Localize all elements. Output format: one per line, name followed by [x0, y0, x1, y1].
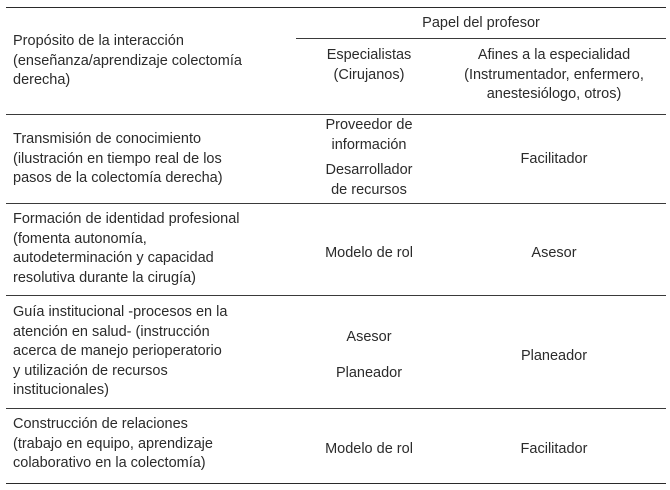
header-related-line: Afines a la especialidad [477, 47, 631, 63]
header-related-line: anestesiólogo, otros) [486, 86, 622, 102]
role-line: Asesor [346, 329, 392, 345]
role-line: Asesor [531, 245, 577, 261]
purpose-line: atención en salud- (instrucción [13, 323, 210, 340]
purpose-line: Formación de identidad profesional [13, 211, 240, 227]
row-3-purpose [13, 303, 293, 401]
row-rule-1 [6, 203, 666, 204]
header-purpose-line: derecha) [13, 72, 71, 88]
purpose-line: colaborativo en la colectomía) [13, 455, 206, 471]
header-bottom-rule [6, 114, 666, 115]
header-specialists [296, 46, 442, 85]
header-related-line: (Instrumentador, enfermero, [464, 66, 644, 83]
header-related [442, 46, 666, 105]
role-line: de recursos [331, 181, 407, 198]
header-group-text: Papel del profesor [422, 15, 540, 31]
purpose-line: autodeterminación y capacidad [13, 250, 214, 266]
role-line: Planeador [335, 364, 403, 381]
purpose-line: Guía institucional -procesos en la [13, 304, 228, 320]
row-4-related [442, 440, 666, 460]
purpose-line: pasos de la colectomía derecha) [13, 170, 223, 186]
row-3-related [442, 347, 666, 367]
header-purpose [13, 32, 293, 91]
row-3-specialists [296, 328, 442, 383]
row-1-specialists [296, 116, 442, 200]
purpose-line: (ilustración en tiempo real de los [13, 150, 222, 167]
role-line: Modelo de rol [325, 441, 413, 457]
header-purpose-line: (enseñanza/aprendizaje colectomía [13, 52, 242, 69]
role-line: Proveedor de [325, 117, 413, 133]
role-line: Desarrollador [325, 162, 413, 178]
role-line: información [331, 136, 407, 153]
row-rule-2 [6, 295, 666, 296]
row-1-related [442, 150, 666, 170]
purpose-line: y utilización de recursos [13, 362, 168, 379]
header-specialists-line: Especialistas [326, 47, 412, 63]
top-rule [6, 7, 666, 8]
purpose-line: acerca de manejo perioperatorio [13, 343, 222, 359]
row-2-related [442, 244, 666, 264]
row-4-specialists [296, 440, 442, 460]
header-group-title [296, 14, 666, 34]
row-2-purpose [13, 210, 293, 288]
group-header-rule [296, 38, 666, 39]
purpose-line: institucionales) [13, 382, 109, 398]
role-line: Facilitador [520, 151, 588, 167]
purpose-line: resolutiva durante la cirugía) [13, 269, 196, 286]
purpose-line: (trabajo en equipo, aprendizaje [13, 435, 213, 452]
row-4-purpose [13, 415, 293, 474]
row-2-specialists [296, 244, 442, 264]
header-specialists-line: (Cirujanos) [333, 66, 405, 83]
role-line: Facilitador [520, 441, 588, 457]
role-line: Planeador [520, 348, 588, 364]
header-purpose-line: Propósito de la interacción [13, 33, 184, 49]
bottom-rule [6, 483, 666, 484]
purpose-line: Transmisión de conocimiento [13, 131, 202, 147]
row-rule-3 [6, 408, 666, 409]
row-1-purpose [13, 130, 293, 189]
purpose-line: (fomenta autonomía, [13, 230, 147, 247]
role-line: Modelo de rol [325, 245, 413, 261]
purpose-line: Construcción de relaciones [13, 416, 188, 432]
